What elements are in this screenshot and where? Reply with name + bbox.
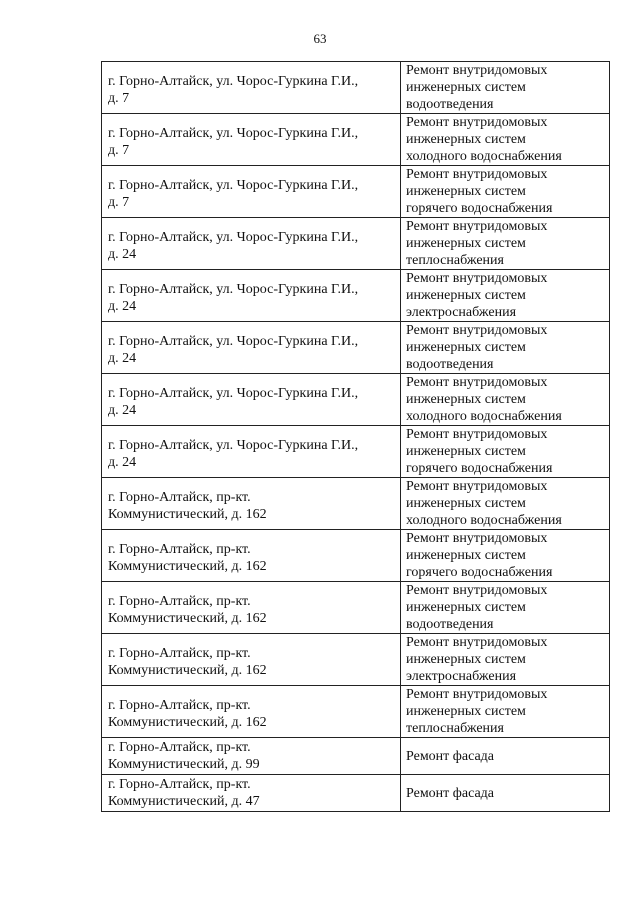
- table-row: [102, 322, 610, 374]
- table-row: [102, 166, 610, 218]
- address-text: г. Горно-Алтайск, ул. Чорос-Гуркина Г.И., д. 24: [108, 282, 359, 314]
- address-text: г. Горно-Алтайск, пр-кт. Коммунистический, д. 99: [108, 740, 260, 772]
- work-cell: [401, 738, 610, 775]
- address-text: г. Горно-Алтайск, ул. Чорос-Гуркина Г.И., д. 24: [108, 230, 359, 262]
- address-text: г. Горно-Алтайск, пр-кт. Коммунистический, д. 162: [108, 490, 267, 522]
- address-cell: [102, 270, 401, 322]
- work-text: Ремонт внутридомовых инженерных систем теплоснабжения: [406, 219, 548, 268]
- work-cell: [401, 114, 610, 166]
- address-cell: [102, 686, 401, 738]
- work-cell: [401, 478, 610, 530]
- address-text: г. Горно-Алтайск, пр-кт. Коммунистический, д. 47: [108, 777, 260, 809]
- address-cell: [102, 426, 401, 478]
- table-row: [102, 374, 610, 426]
- address-cell: [102, 374, 401, 426]
- address-text: г. Горно-Алтайск, пр-кт. Коммунистический, д. 162: [108, 646, 267, 678]
- address-text: г. Горно-Алтайск, ул. Чорос-Гуркина Г.И., д. 7: [108, 178, 359, 210]
- work-cell: [401, 322, 610, 374]
- work-text: Ремонт внутридомовых инженерных систем теплоснабжения: [406, 687, 548, 736]
- address-text: г. Горно-Алтайск, ул. Чорос-Гуркина Г.И., д. 24: [108, 438, 359, 470]
- work-cell: [401, 775, 610, 812]
- table-row: [102, 634, 610, 686]
- table-row: [102, 218, 610, 270]
- address-cell: [102, 530, 401, 582]
- work-text: Ремонт внутридомовых инженерных систем горячего водоснабжения: [406, 427, 553, 476]
- page-number: 63: [313, 31, 327, 46]
- work-cell: [401, 426, 610, 478]
- table-row: [102, 686, 610, 738]
- address-text: г. Горно-Алтайск, пр-кт. Коммунистический, д. 162: [108, 542, 267, 574]
- work-text: Ремонт внутридомовых инженерных систем водоотведения: [406, 63, 548, 112]
- work-text: Ремонт внутридомовых инженерных систем горячего водоснабжения: [406, 531, 553, 580]
- table-row: [102, 582, 610, 634]
- work-text: Ремонт внутридомовых инженерных систем холодного водоснабжения: [406, 479, 562, 528]
- table-row: [102, 775, 610, 812]
- work-cell: [401, 62, 610, 114]
- work-cell: [401, 374, 610, 426]
- work-text: Ремонт внутридомовых инженерных систем холодного водоснабжения: [406, 115, 562, 164]
- address-cell: [102, 634, 401, 686]
- work-cell: [401, 218, 610, 270]
- work-cell: [401, 582, 610, 634]
- address-text: г. Горно-Алтайск, ул. Чорос-Гуркина Г.И., д. 7: [108, 126, 359, 158]
- work-cell: [401, 270, 610, 322]
- address-cell: [102, 218, 401, 270]
- address-text: г. Горно-Алтайск, ул. Чорос-Гуркина Г.И., д. 7: [108, 74, 359, 106]
- works-table-body: [102, 62, 610, 812]
- address-cell: [102, 166, 401, 218]
- table-row: [102, 62, 610, 114]
- work-cell: [401, 530, 610, 582]
- work-text: Ремонт внутридомовых инженерных систем водоотведения: [406, 583, 548, 632]
- address-text: г. Горно-Алтайск, пр-кт. Коммунистический, д. 162: [108, 698, 267, 730]
- address-cell: [102, 322, 401, 374]
- table-row: [102, 530, 610, 582]
- table-row: [102, 426, 610, 478]
- address-cell: [102, 775, 401, 812]
- address-cell: [102, 582, 401, 634]
- address-cell: [102, 738, 401, 775]
- table-row: [102, 478, 610, 530]
- work-text: Ремонт внутридомовых инженерных систем горячего водоснабжения: [406, 167, 553, 216]
- address-cell: [102, 114, 401, 166]
- work-text: Ремонт фасада: [406, 785, 495, 801]
- address-text: г. Горно-Алтайск, пр-кт. Коммунистический, д. 162: [108, 594, 267, 626]
- work-text: Ремонт внутридомовых инженерных систем электроснабжения: [406, 635, 548, 684]
- address-text: г. Горно-Алтайск, ул. Чорос-Гуркина Г.И., д. 24: [108, 386, 359, 418]
- address-cell: [102, 62, 401, 114]
- work-text: Ремонт внутридомовых инженерных систем холодного водоснабжения: [406, 375, 562, 424]
- address-text: г. Горно-Алтайск, ул. Чорос-Гуркина Г.И., д. 24: [108, 334, 359, 366]
- work-text: Ремонт внутридомовых инженерных систем электроснабжения: [406, 271, 548, 320]
- table-row: [102, 270, 610, 322]
- work-text: Ремонт фасада: [406, 748, 495, 764]
- works-table: [101, 61, 610, 812]
- work-cell: [401, 686, 610, 738]
- work-cell: [401, 634, 610, 686]
- work-cell: [401, 166, 610, 218]
- work-text: Ремонт внутридомовых инженерных систем водоотведения: [406, 323, 548, 372]
- table-row: [102, 114, 610, 166]
- address-cell: [102, 478, 401, 530]
- table-row: [102, 738, 610, 775]
